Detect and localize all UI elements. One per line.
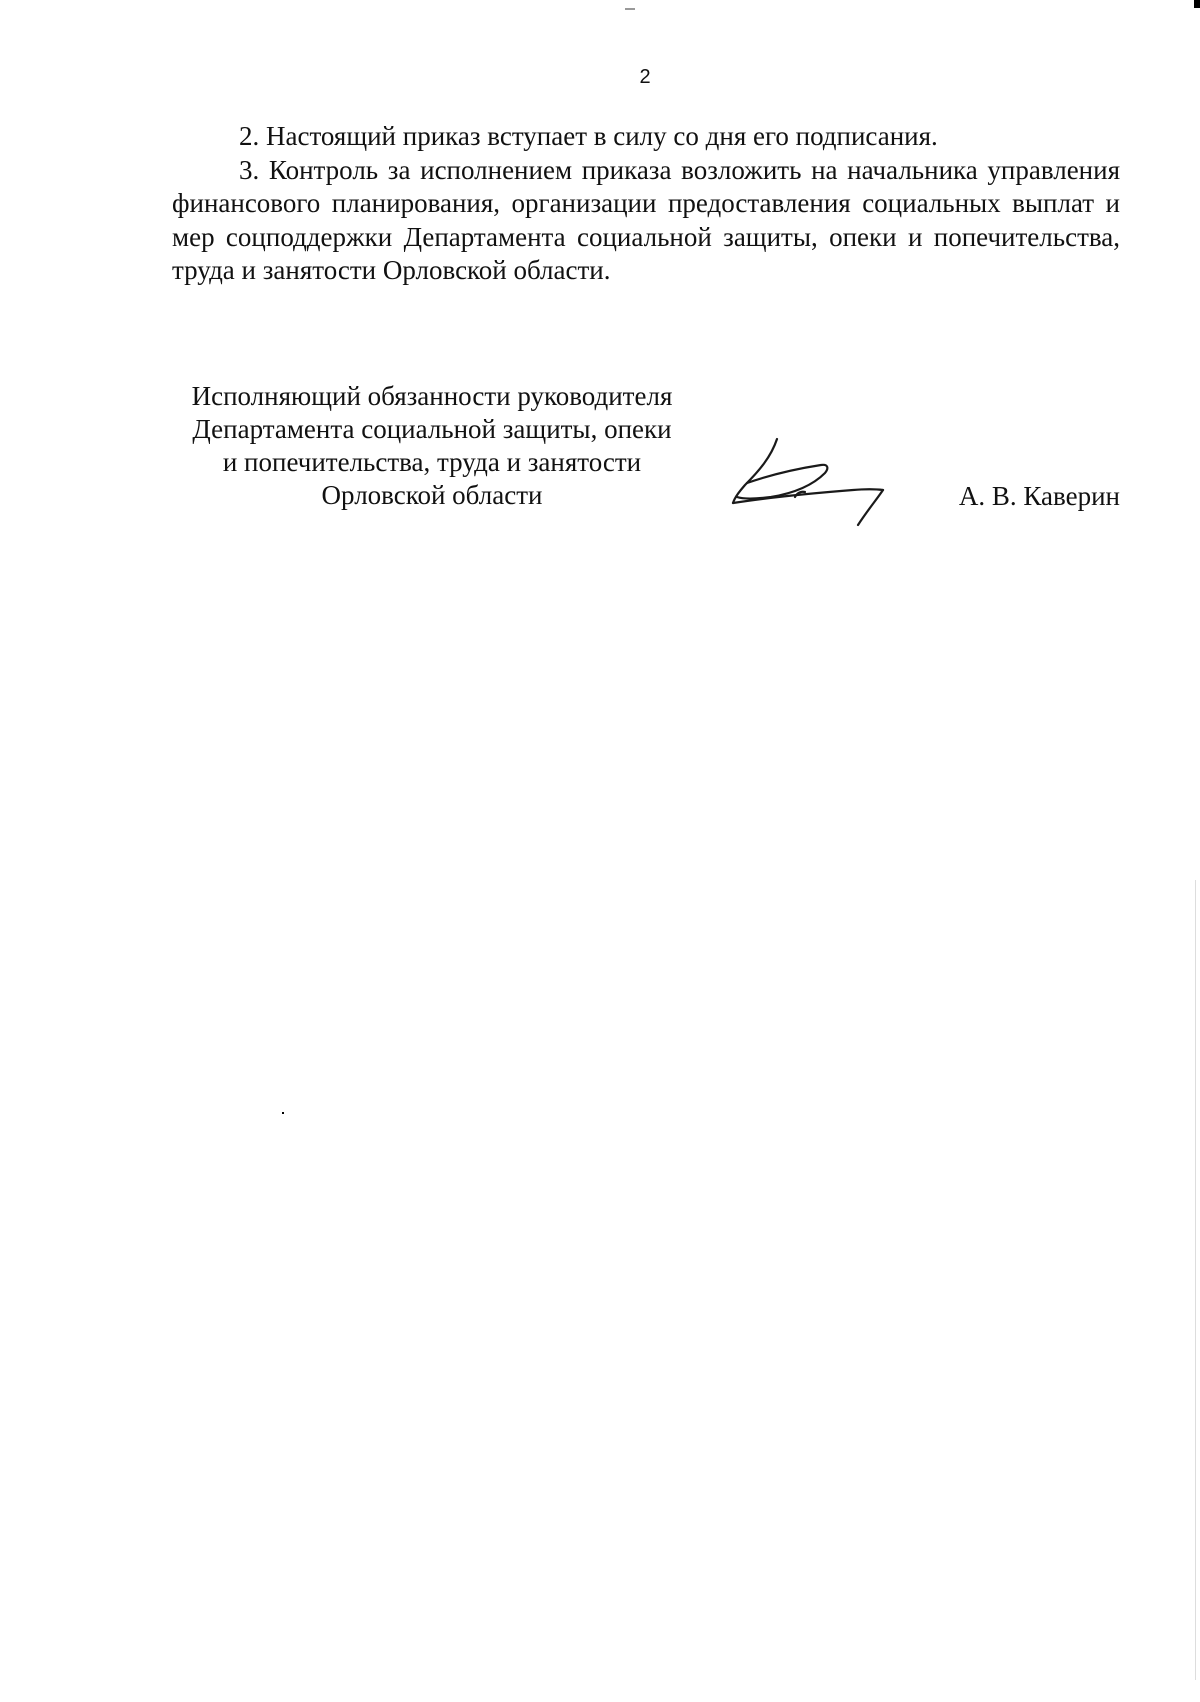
signer-name: А. В. Каверин <box>958 481 1120 511</box>
scan-edge-line <box>1195 880 1196 1680</box>
document-body <box>172 120 1120 288</box>
signer-title-line: Орловской области <box>321 480 543 510</box>
signature-block <box>172 380 1120 530</box>
scan-corner-mark <box>1194 0 1200 8</box>
scan-speck <box>282 1112 284 1114</box>
signer-title-line: Исполняющий обязанности руководителя <box>191 381 673 411</box>
handwritten-signature <box>725 435 925 535</box>
paragraph-2: 2. Настоящий приказ вступает в силу со дня его подписания. <box>239 121 938 151</box>
page-number: 2 <box>639 66 651 88</box>
signer-title-line: Департамента социальной защиты, опеки <box>192 414 672 444</box>
scan-speck <box>625 8 635 10</box>
paragraph-3: 3. Контроль за исполнением приказа возложить на начальника управления финансового планирования, организации предоставления социальных выплат и мер соцподдержки Департамента социальной защиты, опеки и попечительства, труда и занятости Орловской области. <box>172 154 1120 285</box>
signer-title-line: и попечительства, труда и занятости <box>222 447 642 477</box>
signer-title <box>172 380 692 512</box>
